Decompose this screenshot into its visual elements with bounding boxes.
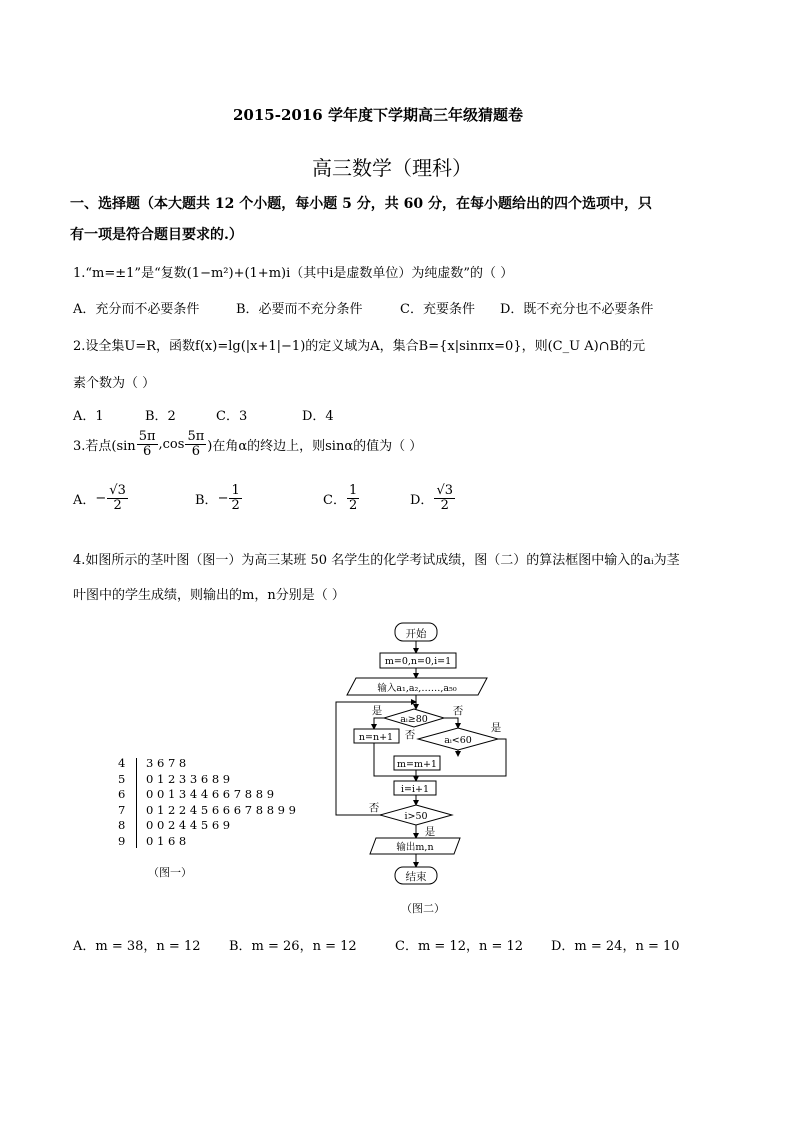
q3-opt-c-num: 1 — [348, 483, 358, 498]
stem-value: 4 — [118, 756, 127, 770]
q3-opt-a-den: 2 — [113, 497, 122, 513]
leaf-values: 0 1 6 8 — [146, 833, 187, 848]
leaf-values: 0 0 1 3 4 4 6 6 7 8 8 9 — [146, 787, 275, 801]
q3-opt-b-sign: − — [217, 490, 229, 506]
q2-option-a: A．1 — [73, 409, 104, 424]
q3-frac2-num: 5π — [187, 429, 205, 444]
q3-opt-b-label: B． — [195, 492, 218, 508]
q3-frac1-den: 6 — [142, 443, 152, 459]
q3-frac1-num: 5π — [138, 429, 156, 444]
q3-option-a — [73, 484, 129, 512]
q3-opt-c-den: 2 — [348, 497, 358, 513]
leaf-values: 0 1 2 3 3 6 8 9 — [146, 771, 231, 786]
leaf-values: 3 6 7 8 — [146, 756, 187, 770]
flow-cond1-text: aᵢ≥80 — [400, 714, 428, 725]
section-heading-line2: 有一项是符合题目要求的.） — [70, 227, 243, 243]
flow-output-text: 输出m,n — [396, 842, 434, 853]
q4-option-d: D．m = 24，n = 10 — [551, 939, 680, 954]
stem-leaf-row — [118, 787, 274, 801]
q2-stem-line1: 2.设全集U=R，函数f(x)=lg(|x+1|−1)的定义域为A，集合B={x|sinπx=0}，则(C_U A)∩B的元 — [73, 339, 646, 354]
q4-stem-line1: 4.如图所示的茎叶图（图一）为高三某班 50 名学生的化学考试成绩，图（二）的算法框图中输入的aᵢ为茎 — [73, 553, 680, 568]
leaf-values: 0 0 2 4 4 5 6 9 — [146, 818, 231, 832]
q3-option-b — [195, 484, 243, 512]
q3-opt-b-num: 1 — [231, 483, 240, 498]
stem-value: 5 — [118, 771, 127, 786]
flow-init-text: m=0,n=0,i=1 — [384, 656, 452, 667]
q1-stem: 1.“m=±1”是“复数(1−m²)+(1+m)i（其中i是虚数单位）为纯虚数”的（ ） — [73, 266, 514, 281]
flow-cond1-no-label: 否 — [452, 705, 464, 717]
figure-2-caption: （图二） — [401, 902, 445, 915]
q3-opt-a-fraction — [107, 484, 128, 512]
q3-option-c — [323, 484, 360, 512]
stem-value: 8 — [118, 818, 127, 832]
q3-opt-b-den: 2 — [231, 497, 240, 513]
flow-cond2-text: aᵢ<60 — [444, 735, 472, 746]
q3-stem-part2: ,cos — [158, 436, 185, 452]
q3-fraction-sin — [137, 430, 158, 458]
flow-cond3-yes-label: 是 — [424, 826, 436, 838]
q3-opt-d-num: √3 — [436, 483, 453, 498]
flow-cond2-no-label: 否 — [404, 729, 416, 741]
q2-stem-line2: 素个数为（ ） — [73, 376, 156, 391]
stem-leaf-row — [118, 818, 230, 832]
q3-stem-part1: 3.若点(sin — [73, 438, 136, 454]
q4-option-b: B．m = 26，n = 12 — [229, 939, 357, 954]
q3-opt-b-fraction — [229, 484, 241, 512]
stem-leaf-row — [118, 834, 186, 848]
exam-title: 2015-2016 学年度下学期高三年级猜题卷 — [233, 106, 523, 124]
flow-end-text: 结束 — [405, 871, 427, 883]
stem-leaf-row — [118, 803, 296, 817]
leaf-values: 0 1 2 2 4 5 6 6 6 7 8 8 9 9 — [146, 802, 296, 817]
q3-stem-part3: )在角α的终边上，则sinα的值为（ ） — [207, 438, 423, 454]
q3-opt-d-den: 2 — [440, 497, 449, 513]
q2-option-b: B．2 — [145, 409, 176, 424]
flow-cond3-text: i>50 — [404, 811, 428, 822]
q1-option-b: B．必要而不充分条件 — [236, 302, 363, 317]
subject-title: 高三数学（理科） — [312, 156, 472, 180]
stem-value: 6 — [118, 787, 127, 801]
stem-leaf-row — [118, 756, 186, 770]
q4-option-a: A．m = 38，n = 12 — [73, 939, 201, 954]
section-heading-line1: 一、选择题（本大题共 12 个小题，每小题 5 分，共 60 分，在每小题给出的四个选项中，只 — [70, 196, 652, 212]
flow-cond3-no-label: 否 — [368, 802, 380, 814]
q3-opt-c-fraction — [347, 484, 359, 512]
q1-option-a: A．充分而不必要条件 — [73, 302, 200, 317]
q1-option-d: D．既不充分也不必要条件 — [500, 302, 654, 317]
flow-n-increment-text: n=n+1 — [358, 732, 394, 743]
flow-cond2-yes-label: 是 — [490, 722, 502, 734]
stem-value: 9 — [118, 833, 127, 848]
flowchart — [330, 618, 530, 893]
q4-stem-line2: 叶图中的学生成绩，则输出的m，n分别是（ ） — [73, 588, 345, 603]
figure-1-caption: （图一） — [148, 866, 192, 879]
q1-option-c: C．充要条件 — [400, 302, 475, 317]
q3-option-d — [410, 484, 456, 512]
flow-cond1-yes-label: 是 — [371, 705, 383, 717]
q2-option-d: D．4 — [302, 409, 334, 424]
q2-option-c: C．3 — [216, 409, 248, 424]
flow-start-text: 开始 — [405, 628, 427, 640]
q3-frac2-den: 6 — [191, 443, 200, 459]
q3-opt-a-sign: − — [95, 490, 107, 506]
q3-stem — [73, 430, 422, 458]
flow-i-increment-text: i=i+1 — [400, 784, 430, 795]
q3-opt-d-label: D． — [410, 492, 434, 508]
flow-input-text: 输入a₁,a₂,……,a₅₀ — [377, 683, 457, 694]
q3-fraction-cos — [185, 430, 206, 458]
q3-opt-d-fraction — [434, 484, 455, 512]
stem-leaf-row — [118, 772, 230, 786]
stem-value: 7 — [118, 802, 127, 817]
q3-opt-c-label: C． — [323, 492, 346, 508]
flow-m-increment-text: m=m+1 — [397, 759, 437, 770]
q4-option-c: C．m = 12，n = 12 — [395, 939, 524, 954]
q3-opt-a-label: A． — [73, 492, 96, 508]
q3-opt-a-num: √3 — [109, 483, 126, 498]
